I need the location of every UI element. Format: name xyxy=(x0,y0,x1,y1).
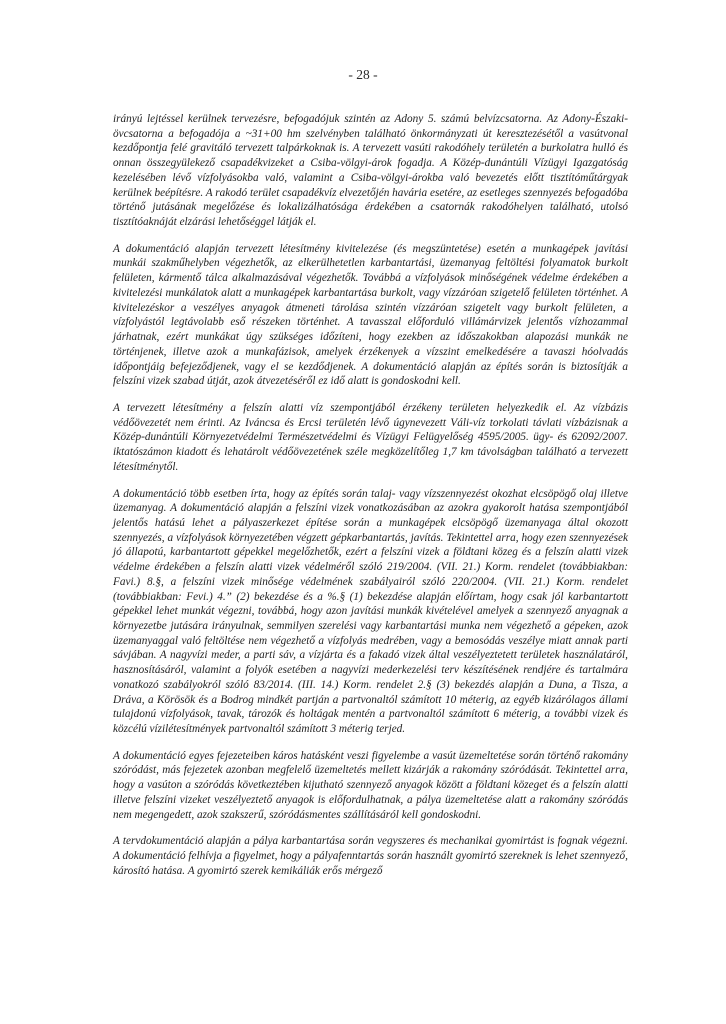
paragraph-weed-control: A tervdokumentáció alapján a pálya karbantartása során vegyszeres és mechanikai gyomirtást is fognak végezni. A dokumentáció felhívja a figyelmet, hogy a pályafenntartás során használt gyomirtó szereknek is lehet szennyező, károsító hatása. A gyomirtó szerek kemikáliák erős mérgező xyxy=(113,835,628,877)
paragraph-stormwater-drainage: irányú lejtéssel kerülnek tervezésre, befogadójuk szintén az Adony 5. számú belvízcsatorna. Az Adony-Északi-övcsatorna a befogadója a ~31+00 hm szelvényben található önkormányzati út keresztezésétől a vasútvonal kezdőpontja felé gravitáló tervezett talpárkoknak is. A tervezett vasúti rakodóhely területén a burkolatra hulló és onnan összegyülekező csapadékvizeket a Csiba-völgyi-árok fogadja. A Közép-dunántúli Vízügyi Igazgatóság kezelésében lévő vízfolyásokba való, valamint a Csiba-völgyi-árokba való bevezetés előtt tisztítóműtárgyak kerülnek beépítésre. A rakodó terület csapadékvíz elvezetőjén havária esetére, az esetleges szennyezés befogadóba történő jutásának megelőzése és lokalizálhatósága érdekében a csatornák rakodóhelyen található, utolsó tisztítóaknáját elzárási lehetőséggel látják el. xyxy=(113,113,628,229)
paragraph-construction-machinery: A dokumentáció alapján tervezett létesítmény kivitelezése (és megszüntetése) esetén a munkagépek javítási munkái szakműhelyben végezhetők, az elkerülhetetlen karbantartási, üzemanyag feltöltési folyamatok burkolt felületen, kármentő tálca alkalmazásával végezhetők. Továbbá a vízfolyások minőségének védelme érdekében a kivitelezési munkálatok alatt a munkagépek karbantartása burkolt, vagy vízzáróan szigetelő felületen történhet. A kivitelezéskor a veszélyes anyagok átmeneti tárolása szintén vízzáróan szigetelt vagy burkolt felületen, a vízfolyástól legtávolabb eső részeken történhet. A tavasszal előforduló villámárvizek jelentős vízhozammal járhatnak, ezért munkákat úgy szükséges időzíteni, hogy ezekben az időszakokban alapozási munkák ne történjenek, illetve azok a munkafázisok, amelyek érzékenyek a vízszint emelkedésére a tavaszi hóolvadás időpontjáig befejeződjenek, vagy el se kezdődjenek. A dokumentáció alapján az építés során is biztosítják a felszíni vizek szabad útját, azok átvezetéséről ez idő alatt is gondoskodni kell. xyxy=(113,242,628,388)
page-number: - 28 - xyxy=(348,67,378,82)
document-body xyxy=(113,112,628,891)
paragraph-cargo-spillage: A dokumentáció egyes fejezeteiben káros hatásként veszi figyelembe a vasút üzemeltetése során történő rakomány szóródást, más fejezetek azonban megfelelő üzemeltetés mellett kizárják a rakomány szóródását. Tekintettel arra, hogy a vasúton a szóródás következtében kijutható szennyező anyagok között a földtani közeget és a felszín alatti illetve felszíni vizeket veszélyeztető anyagok is előfordulhatnak, a pálya üzemeltetése alatt a rakomány szóródás nem megengedett, azok szakszerű, szóródásmentes szállításáról kell gondoskodni. xyxy=(113,749,628,821)
paragraph-oil-pollution-regulations: A dokumentáció több esetben írta, hogy az építés során talaj- vagy vízszennyezést okozhat elcsöpögő olaj illetve üzemanyag. A dokumentáció alapján a felszíni vizek vonatkozásában az azokra gyakorolt hatása szempontjából jelentős hatású lehet a pályaszerkezet építése során a munkagépek elcsöpögő üzemanyaga által okozott szennyezés, a vízfolyások környezetében végzett gépkarbantartás, javítás. Tekintettel arra, hogy ezen szennyezések jó állapotú, karbantartott gépekkel megelőzhetők, ezért a felszíni vizek a földtani közeg és a felszín alatti vizek védelme érdekében a felszín alatti vizek védelméről szóló 219/2004. (VII. 21.) Korm. rendelet (továbbiakban: Favi.) 8.§, a felszíni vizek minősége védelmének szabályairól szóló 220/2004. (VII. 21.) Korm. rendelet (továbbiakban: Fevi.) 4.” (2) bekezdése és a %.§ (1) bekezdése alapján előírtam, hogy csak jól karbantartott gépekkel lehet munkát végezni, továbbá, hogy azon javítási munkák kivételével amelyek a szennyező anyagnak a környezetbe jutására irányulnak, semmilyen szerelési vagy karbantartási munka nem végezhető a gépeken, azok üzemanyaggal való feltöltése nem végezhető a vízfolyás medrében, vagy a bemosódás veszélye miatt annak parti sávjában. A nagyvízi meder, a parti sáv, a vízjárta és a fakadó vizek által veszélyeztetett területek használatáról, hasznosításáról, valamint a folyók esetében a nagyvízi mederkezelési terv készítésének rendjére és tartalmára vonatkozó szabályokról szóló 83/2014. (III. 14.) Korm. rendelet 2.§ (3) bekezdés alapján a Duna, a Tisza, a Dráva, a Körösök és a Bodrog mindkét partján a partvonaltól számított 10 méterig, az egyéb kizárólagos állami tulajdonú vízfolyások, tavak, tározók és holtágak mentén a partvonaltól számított 6 méterig, a további vizek és közcélú vízilétesítmények partvonaltól számított 3 méterig terjed. xyxy=(113,487,628,736)
paragraph-groundwater-protection-zone: A tervezett létesítmény a felszín alatti víz szempontjából érzékeny területen helyezkedik el. Az vízbázis védőövezetét nem érinti. Az Iváncsa és Ercsi területén lévő úgynevezett Váli-víz torkolati távlati vízbázisnak a Közép-dunántúli Környezetvédelmi Természetvédelmi és Vízügyi Felügyelőség 4595/2005. ügy- és 62092/2007. iktatószámon kiadott és lehatárolt védőövezetének széle megközelítőleg 1,7 km távolságban található a tervezett létesítménytől. xyxy=(113,401,628,473)
